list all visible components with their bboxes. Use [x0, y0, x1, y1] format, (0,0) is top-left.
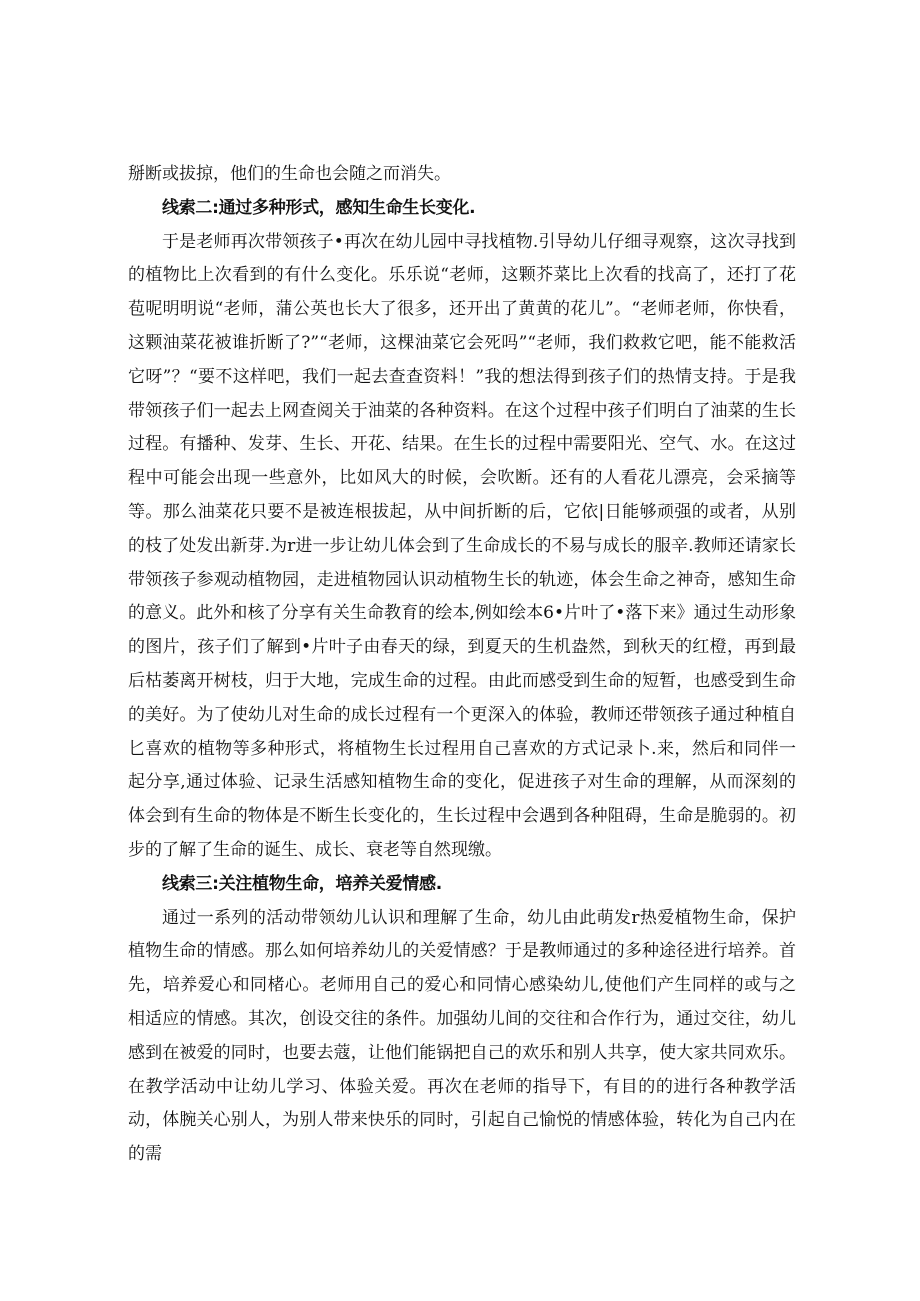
paragraph-clue-2: 于是老师再次带领孩子•再次在幼儿园中寻找植物.引导幼儿仔细寻观察，这次寻找到的植物比上次看到的有什么变化。乐乐说“老师，这颗芥菜比上次看的找高了，还打了花苞呢明明说“老师，蒲公英也长大了很多，还开出了黄黄的花儿”。“老师老师，你快看，这颗油菜花被谁折断了?”“老师，这棵油菜它会死吗”“老师，我们救救它吧，能不能救活它呀”？“要不这样吧，我们一起去查查资料！”我的想法得到孩子们的热情支持。于是我带领孩子们一起去上网查阅关于油菜的各种资料。在这个过程中孩子们明白了油菜的生长过程。有播种、发芽、生长、开花、结果。在生长的过程中需要阳光、空气、水。在这过程中可能会出现一些意外，比如风大的时候，会吹断。还有的人看花儿漂亮，会采摘等等。那么油菜花只要不是被连根拔起，从中间折断的后，它依|日能够顽强的或者，从别的枝了处发出新芽.为r进一步让幼儿体会到了生命成长的不易与成长的服辛.教师还请家长带领孩子参观动植物园，走进植物园认识动植物生长的轨迹，体会生命之神奇，感知生命的意义。此外和核了分享有关生命教育的绘本,例如绘本6•片叶了•落下来》通过生动形象的图片，孩子们了解到•片叶子由春天的绿，到夏天的生机盎然，到秋天的红橙，再到最后枯萎离开树枝，归于大地，完成生命的过程。由此而感受到生命的短暂，也感受到生命的美好。为了使幼儿对生命的成长过程有一个更深入的体验，教师还带领孩子通过种植自匕喜欢的植物等多种形式，将植物生长过程用自己喜欢的方式记录卜.来，然后和同伴一起分享,通过体验、记录生活感知植物生命的变化，促进孩子对生命的理解，从而深刻的体会到有生命的物体是不断生长变化的，生长过程中会遇到各种阻碍，生命是脆弱的。初步的了解了生命的诞生、成长、衰老等自然现缴。: [128, 231, 796, 860]
paragraph-clue-3: 通过一系列的活动带领幼儿认识和理解了生命，幼儿由此萌发r热爱植物生命，保护植物生命的情感。那么如何培养幼儿的关爱情感？于是教师通过的多种途径进行培养。首先，培养爱心和同楮心。老师用自己的爱心和同情心感染幼儿,使他们产生同样的或与之相适应的情感。其次，创设交往的条件。加强幼儿间的交往和合作行为，通过交往，幼儿感到在被爱的同时，也要去蔻，让他们能锅把自己的欢乐和别人共享，使大家共同欢乐。在教学活动中让幼儿学习、体验关爱。再次在老师的指导下，有目的的进行各种教学活动，体腕关心别人，为别人带来快乐的同时，引起自己愉悦的情感体验，转化为自己内在的需: [128, 907, 796, 1165]
section-heading-clue-2: 线索二:通过多种形式，感知生命生长变化.: [162, 197, 476, 218]
document-body: [128, 158, 796, 1172]
section-heading-clue-3: 线索三:关注植物生命，培养关爱情感.: [162, 873, 442, 894]
paragraph-continuation: 掰断或拔掠，他们的生命也会随之而消失。: [128, 164, 451, 184]
